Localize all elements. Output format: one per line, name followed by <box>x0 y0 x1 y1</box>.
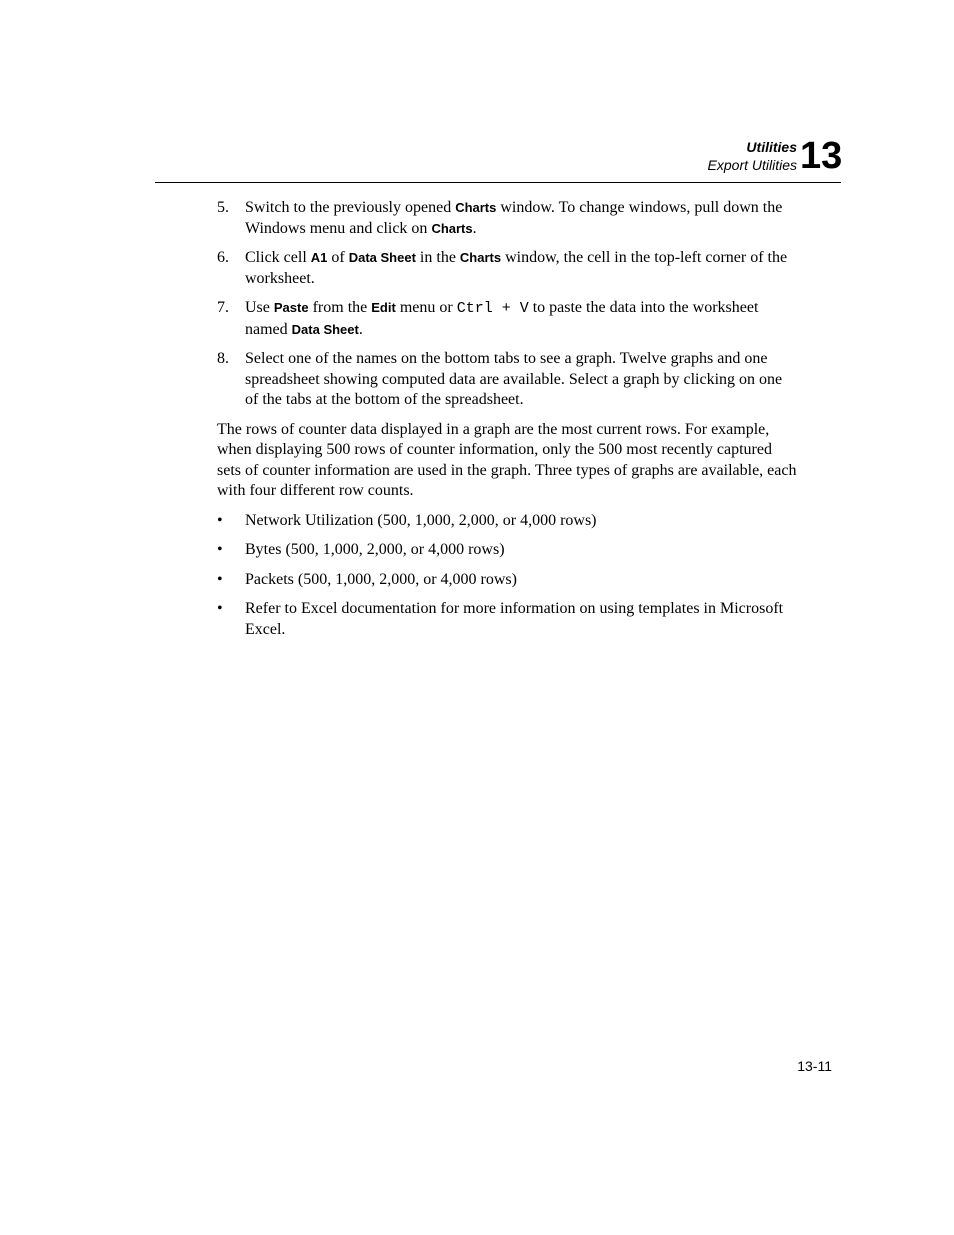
step-text: menu or <box>395 299 457 316</box>
step-number: 6. <box>217 249 229 266</box>
step-text: of <box>327 249 349 266</box>
step-text: window, the cell in the top-left corner of the worksheet. <box>245 249 788 287</box>
bullet-icon: • <box>217 511 223 529</box>
step-number: 5. <box>217 199 229 216</box>
step-text: Click cell <box>245 249 311 266</box>
running-header <box>708 138 797 174</box>
step-8 <box>217 349 797 411</box>
bullet-item <box>217 511 797 532</box>
bullet-text: Refer to Excel documentation for more information on using templates in Microsoft Excel. <box>245 600 784 638</box>
bullet-item <box>217 570 797 591</box>
bullet-text: Bytes (500, 1,000, 2,000, or 4,000 rows) <box>245 541 505 558</box>
keyboard-shortcut: Ctrl + V <box>456 300 529 317</box>
step-text: to paste the data into the worksheet named <box>245 299 759 338</box>
ui-term-paste: Paste <box>273 300 309 315</box>
ui-term-charts: Charts <box>459 250 502 265</box>
step-text: in the <box>415 249 460 266</box>
step-text: Select one of the names on the bottom tabs to see a graph. Twelve graphs and one spreadsheet showing computed data are available. Select a graph by clicking on one of the tabs at the bottom of the spreadsheet. <box>245 350 783 408</box>
step-text: . <box>472 219 477 237</box>
bullet-item <box>217 540 797 561</box>
ui-term-data-sheet: Data Sheet <box>291 321 359 337</box>
step-text: window. To change windows, pull down the Windows menu and click on <box>245 199 783 237</box>
page-number: 13-11 <box>797 1058 832 1074</box>
header-section-title: Utilities <box>746 139 797 155</box>
ui-term-charts: Charts <box>455 200 497 215</box>
step-text: Use <box>245 299 274 316</box>
ui-term-edit: Edit <box>371 300 396 315</box>
step-text: . <box>358 320 363 338</box>
step-5 <box>217 198 797 239</box>
ui-term-a1: A1 <box>310 250 328 265</box>
bullet-item <box>217 599 797 640</box>
ui-term-charts: Charts <box>431 220 473 236</box>
bullet-icon: • <box>217 541 223 558</box>
step-text: from the <box>308 299 372 316</box>
header-rule <box>155 182 841 183</box>
page-body <box>217 198 797 649</box>
header-subsection-title: Export Utilities <box>707 157 797 173</box>
bullet-icon: • <box>217 570 223 588</box>
bullet-text: Packets (500, 1,000, 2,000, or 4,000 rows) <box>245 570 517 588</box>
step-text: Switch to the previously opened <box>245 199 456 216</box>
body-paragraph: The rows of counter data displayed in a graph are the most current rows. For example, when displaying 500 rows of counter information, only the 500 most recently captured sets of counter information are used in the graph. Three types of graphs are available, each with four different row counts. <box>217 420 797 499</box>
step-7 <box>217 298 797 340</box>
step-number: 8. <box>217 350 229 367</box>
bullet-text: Network Utilization (500, 1,000, 2,000, or 4,000 rows) <box>245 511 597 529</box>
ui-term-data-sheet: Data Sheet <box>348 250 416 265</box>
bullet-icon: • <box>217 600 223 617</box>
step-6 <box>217 248 797 289</box>
chapter-number: 13 <box>800 135 843 177</box>
step-number: 7. <box>217 299 229 316</box>
